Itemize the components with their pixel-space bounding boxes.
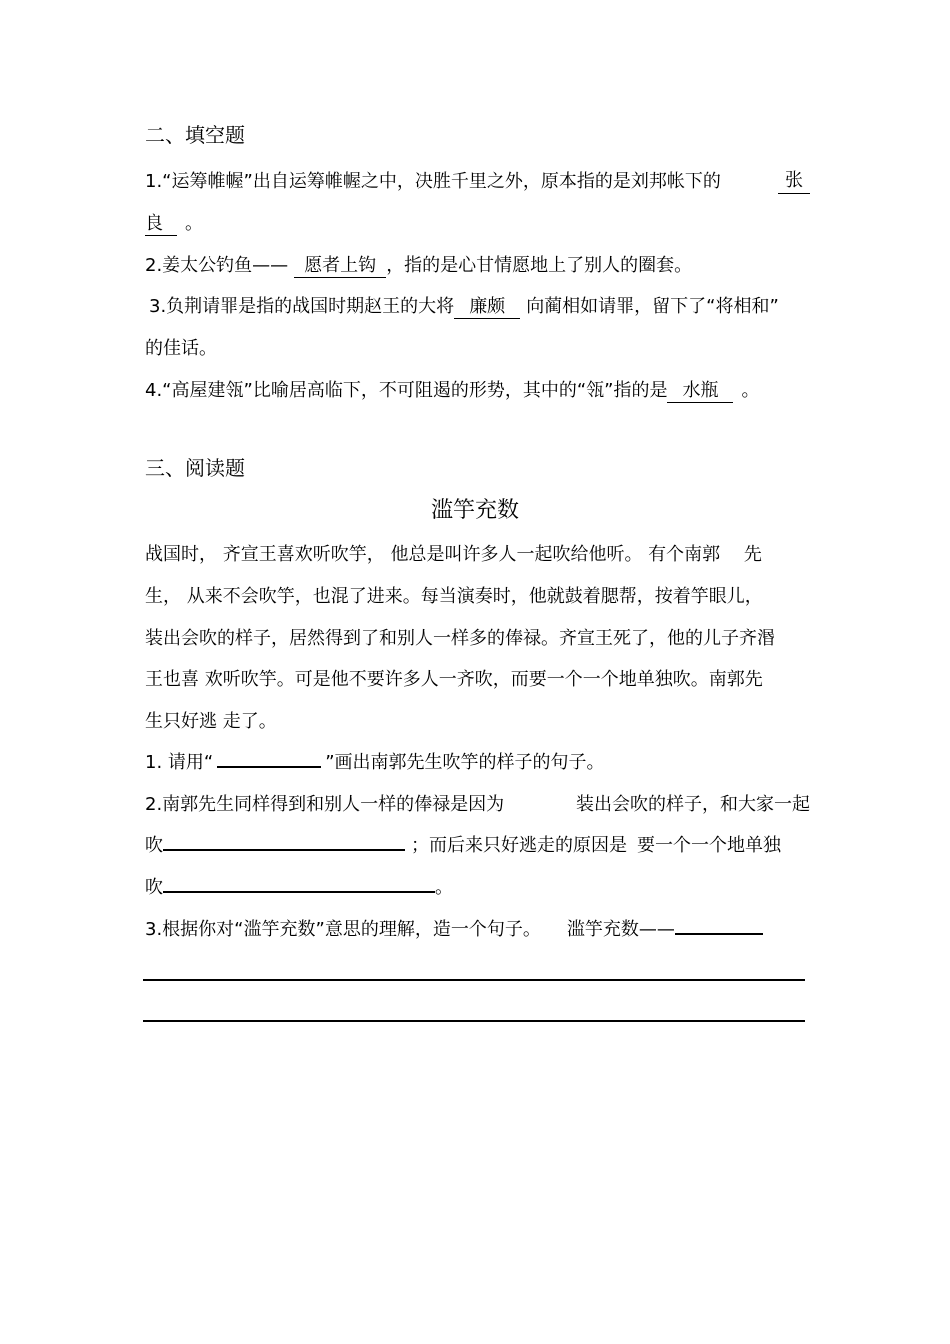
passage-line-3: 装出会吹的样子，居然得到了和别人一样多的俸禄。齐宣王死了，他的儿子齐湣 [145,628,775,649]
fill-question-1-answer-part1[interactable]: 张 [778,170,810,194]
section-heading-fill-in: 二、填空题 [145,123,245,147]
fill-question-1-text: 1.“运筹帷幄”出自运筹帷幄之中，决胜千里之外，原本指的是刘邦帐下的 [145,171,721,192]
reading-question-2-blank-a[interactable] [163,849,405,851]
answer-writing-line-2[interactable] [143,1020,805,1022]
reading-question-1-text-b: ”画出南郭先生吹竽的样子的句子。 [325,752,605,773]
fill-question-3-line-1 [145,295,810,319]
fill-question-1-end: 。 [185,213,203,234]
reading-question-2-answer-a2: 吹 [145,835,163,856]
reading-question-2-line-3 [145,876,810,900]
reading-question-3-blank[interactable] [675,933,763,935]
fill-question-3-text-b: 向蔺相如请罪，留下了“将相和” [526,296,779,317]
fill-question-4 [145,379,810,403]
section-heading-reading: 三、阅读题 [145,456,245,480]
reading-question-2-answer-b1[interactable]: 要一个一个地单独 [637,835,781,856]
fill-question-2 [145,254,810,278]
reading-question-1-underline-sample [217,766,321,768]
reading-question-1 [145,751,810,775]
fill-question-2-text-a: 2.姜太公钓鱼—— [145,255,289,276]
fill-question-2-text-b: ，指的是心甘情愿地上了别人的圈套。 [386,255,693,276]
reading-question-2-line-1 [145,793,810,817]
reading-question-3-text-b: 滥竽充数—— [566,919,675,940]
reading-question-1-text-a: 1. 请用“ [145,752,214,773]
fill-question-4-text: 4.“高屋建瓴”比喻居高临下，不可阻遏的形势，其中的“瓴”指的是 [145,380,668,401]
reading-question-2-text-a: 2.南郭先生同样得到和别人一样的俸禄是因为 [145,794,505,815]
fill-question-3-text-a: 3.负荆请罪是指的战国时期赵王的大将 [149,296,455,317]
answer-writing-line-1[interactable] [143,979,805,981]
fill-question-2-answer[interactable]: 愿者上钩 [294,255,386,278]
fill-question-3-line-2: 的佳话。 [145,338,217,359]
reading-question-2-answer-a1[interactable]: 装出会吹的样子，和大家一起 [576,794,810,815]
reading-question-3 [145,918,810,942]
fill-question-4-answer[interactable]: 水瓶 [667,380,733,403]
passage-title: 滥竽充数 [430,498,519,523]
passage-line-5: 生只好逃 走了。 [145,711,277,732]
passage-line-1: 战国时， 齐宣王喜欢听吹竽， 他总是叫许多人一起吹给他听。 有个南郭 先 [145,544,762,565]
fill-question-1-answer-part2[interactable]: 良 [145,213,177,236]
fill-question-4-end: 。 [741,380,760,401]
reading-question-2-text-b: ；而后来只好逃走的原因是 [411,835,627,856]
passage-line-4: 王也喜 欢听吹竽。可是他不要许多人一齐吹，而要一个一个地单独吹。南郭先 [145,669,763,690]
fill-question-3-answer[interactable]: 廉颇 [454,296,520,319]
fill-question-1-line-1 [145,170,810,194]
reading-question-2-end: 。 [435,877,453,898]
reading-question-2-answer-b2: 吹 [145,877,163,898]
passage-line-2: 生， 从来不会吹竽，也混了进来。每当演奏时，他就鼓着腮帮，按着竽眼儿， [145,586,763,607]
reading-question-3-text-a: 3.根据你对“滥竽充数”意思的理解，造一个句子。 [145,919,541,940]
reading-question-2-line-2 [145,834,810,858]
fill-question-1-line-2 [145,212,810,236]
reading-question-2-blank-b[interactable] [163,891,435,893]
